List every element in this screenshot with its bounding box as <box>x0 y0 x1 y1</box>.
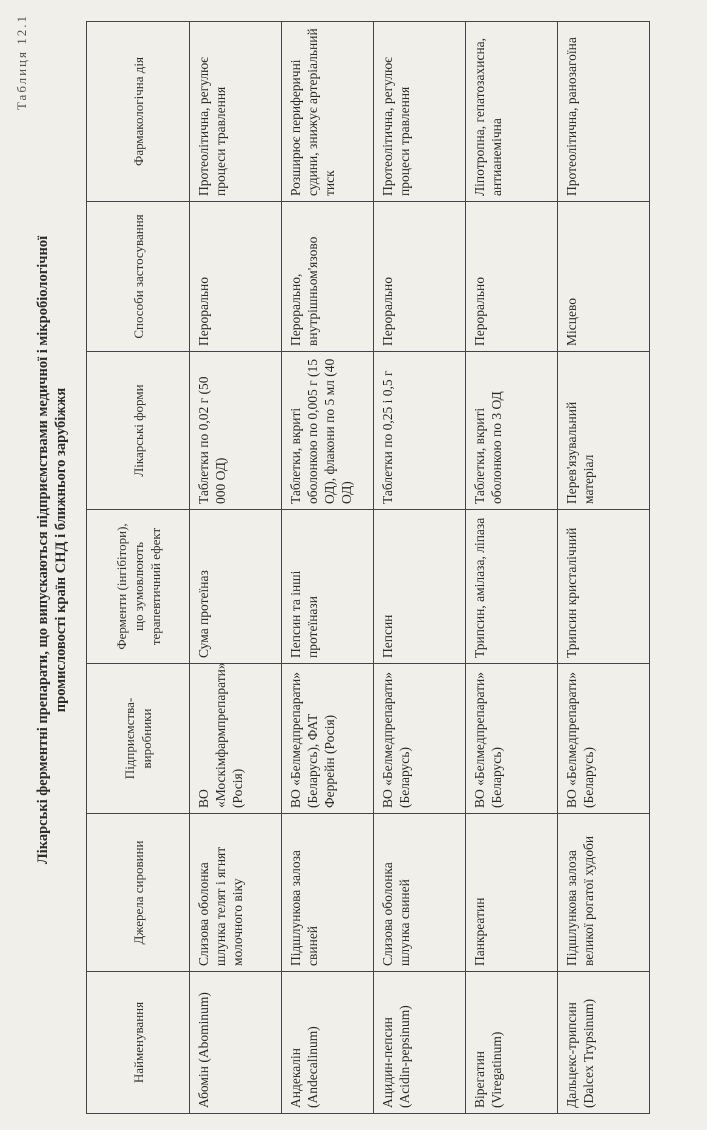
caption-line-1: Лікарські ферментні препарати, що випускаються підприємствами медичної і мікробіологічної <box>35 235 51 865</box>
cell-usage: Місцево <box>558 202 650 352</box>
table-row <box>190 22 282 1114</box>
table-number: Таблиця 12.1 <box>14 14 29 111</box>
cell-forms: Таблетки, вкриті оболонкою по 0,005 г (15 ОД), флакони по 5 мл (40 ОД) <box>282 352 374 510</box>
cell-forms: Перев'язувальний матеріал <box>558 352 650 510</box>
cell-producer: ВО «Белмедпрепарати» (Беларусь) <box>466 664 558 814</box>
cell-producer: ВО «Москімфармпрепарати» (Росія) <box>190 664 282 814</box>
cell-producer: ВО «Белмедпрепарати» (Беларусь), ФАТ Феррейн (Росія) <box>282 664 374 814</box>
cell-enzymes: Трипсин, амілаза, ліпаза <box>466 510 558 664</box>
cell-enzymes: Трипсин кристалічний <box>558 510 650 664</box>
table-caption <box>34 90 70 1010</box>
cell-action: Протеолітична, регулює процеси травлення <box>190 22 282 202</box>
cell-usage: Перорально <box>466 202 558 352</box>
table-row <box>558 22 650 1114</box>
cell-action: Протеолітична, регулює процеси травлення <box>374 22 466 202</box>
cell-producer: ВО «Белмедпрепарати» (Беларусь) <box>558 664 650 814</box>
cell-source: Панкреатин <box>466 814 558 972</box>
cell-usage: Перорально <box>374 202 466 352</box>
cell-usage: Перорально, внутрішньом'язово <box>282 202 374 352</box>
cell-enzymes: Сума протеїназ <box>190 510 282 664</box>
cell-name: Абомін (Abominum) <box>190 972 282 1114</box>
col-header-forms: Лікарські форми <box>87 352 190 510</box>
col-header-enzymes: Ферменти (інгібітори), що зумовлюють терапевтичний ефект <box>87 510 190 664</box>
cell-name: Вірегатин (Viregatinum) <box>466 972 558 1114</box>
cell-producer: ВО «Белмедпрепарати» (Беларусь) <box>374 664 466 814</box>
cell-enzymes: Пепсин та інші протеїнази <box>282 510 374 664</box>
cell-forms: Таблетки по 0,25 і 0,5 г <box>374 352 466 510</box>
cell-source: Підшлункова залоза свиней <box>282 814 374 972</box>
col-header-source: Джерела сировини <box>87 814 190 972</box>
col-header-usage: Способи застосування <box>87 202 190 352</box>
cell-source: Слизова оболонка шлунка свиней <box>374 814 466 972</box>
cell-name: Ацидин-пепсин (Acidin-pepsinum) <box>374 972 466 1114</box>
cell-action: Протеолітична, ранозагоїна <box>558 22 650 202</box>
cell-name: Андекалін (Andecalinum) <box>282 972 374 1114</box>
enzyme-preparations-table <box>86 21 650 1114</box>
cell-forms: Таблетки по 0,02 г (50 000 ОД) <box>190 352 282 510</box>
cell-source: Слизова оболонка шлунка телят і ягнят молочного віку <box>190 814 282 972</box>
table-row <box>282 22 374 1114</box>
table-row <box>466 22 558 1114</box>
col-header-action: Фармакологічна дія <box>87 22 190 202</box>
cell-source: Підшлункова залоза великої рогатої худоби <box>558 814 650 972</box>
table-row <box>374 22 466 1114</box>
header-row <box>87 22 190 1114</box>
cell-action: Ліпотропна, гепатозахисна, антианемічна <box>466 22 558 202</box>
col-header-name: Найменування <box>87 972 190 1114</box>
cell-name: Дальцекс-трипсин (Dalcex Trypsinum) <box>558 972 650 1114</box>
cell-enzymes: Пепсин <box>374 510 466 664</box>
cell-usage: Перорально <box>190 202 282 352</box>
cell-action: Розширює периферичні судини, знижує артеріальний тиск <box>282 22 374 202</box>
col-header-producer: Підприємства-виробники <box>87 664 190 814</box>
cell-forms: Таблетки, вкриті оболонкою по 3 ОД <box>466 352 558 510</box>
caption-line-2: промисловості країн СНД і ближнього зарубіжжя <box>53 387 69 713</box>
